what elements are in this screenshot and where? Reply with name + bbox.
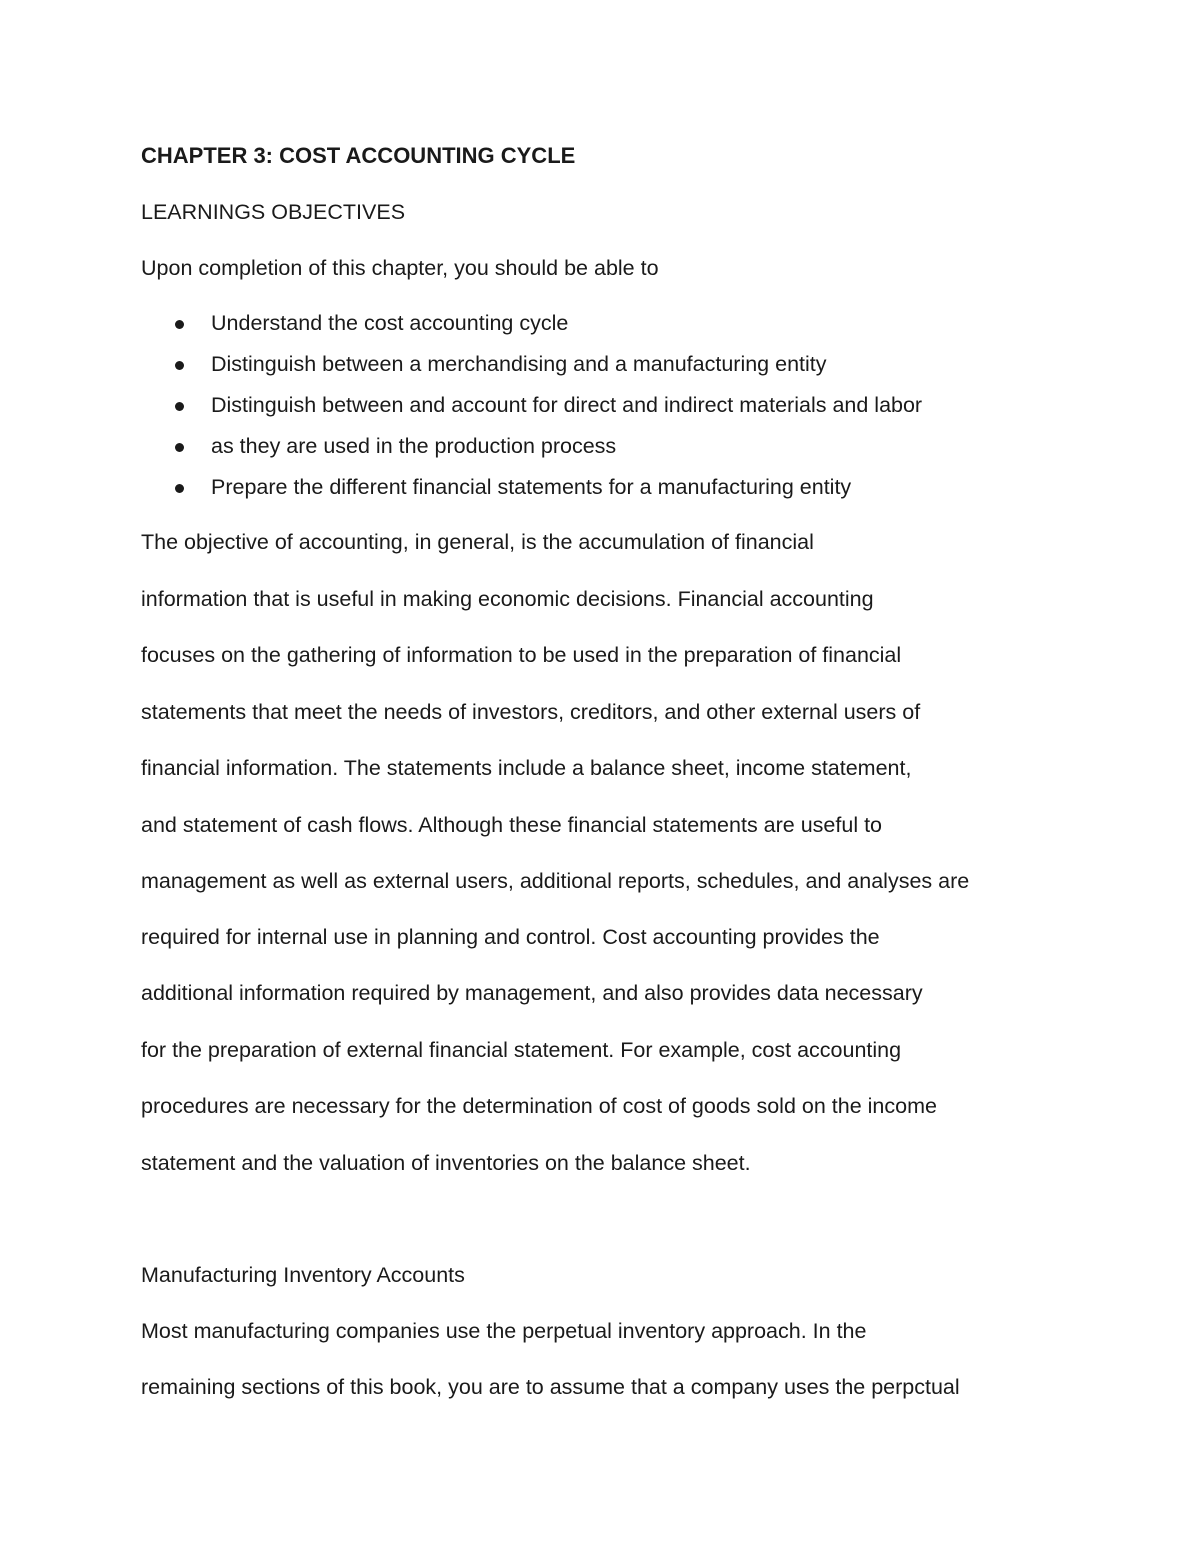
paragraph-line: procedures are necessary for the determination of cost of goods sold on the income [141, 1094, 937, 1118]
list-item-text: Distinguish between a merchandising and a manufacturing entity [211, 352, 827, 376]
bullet-icon [175, 402, 184, 411]
paragraph-line: remaining sections of this book, you are to assume that a company uses the perpctual [141, 1375, 960, 1399]
list-item [0, 477, 1200, 507]
list-item-text: Prepare the different financial statements for a manufacturing entity [211, 475, 852, 499]
paragraph-line: Most manufacturing companies use the perpetual inventory approach. In the [141, 1319, 867, 1343]
paragraph-line: for the preparation of external financial statement. For example, cost accounting [141, 1038, 902, 1062]
paragraph-line: additional information required by management, and also provides data necessary [141, 981, 923, 1005]
intro-text: Upon completion of this chapter, you should be able to [141, 256, 659, 280]
list-item [0, 313, 1200, 343]
paragraph-line: management as well as external users, additional reports, schedules, and analyses are [141, 869, 970, 893]
bullet-icon [175, 361, 184, 370]
chapter-title: CHAPTER 3: COST ACCOUNTING CYCLE [141, 143, 576, 168]
list-item [0, 436, 1200, 466]
paragraph-line: financial information. The statements include a balance sheet, income statement, [141, 756, 912, 780]
paragraph-line: information that is useful in making economic decisions. Financial accounting [141, 587, 874, 611]
paragraph-line: focuses on the gathering of information to be used in the preparation of financial [141, 643, 902, 667]
paragraph-line: The objective of accounting, in general, is the accumulation of financial [141, 530, 814, 554]
list-item-text: Distinguish between and account for direct and indirect materials and labor [211, 393, 923, 417]
paragraph-line: and statement of cash flows. Although these financial statements are useful to [141, 813, 882, 837]
paragraph-line: required for internal use in planning and control. Cost accounting provides the [141, 925, 880, 949]
paragraph-line: statements that meet the needs of investors, creditors, and other external users of [141, 700, 921, 724]
bullet-icon [175, 320, 184, 329]
subheading: Manufacturing Inventory Accounts [141, 1263, 465, 1287]
list-item-text: as they are used in the production process [211, 434, 617, 458]
list-item [0, 395, 1200, 425]
list-item [0, 354, 1200, 384]
section-heading: LEARNINGS OBJECTIVES [141, 200, 406, 224]
bullet-icon [175, 443, 184, 452]
paragraph-line: statement and the valuation of inventories on the balance sheet. [141, 1151, 751, 1175]
bullet-icon [175, 484, 184, 493]
list-item-text: Understand the cost accounting cycle [211, 311, 569, 335]
